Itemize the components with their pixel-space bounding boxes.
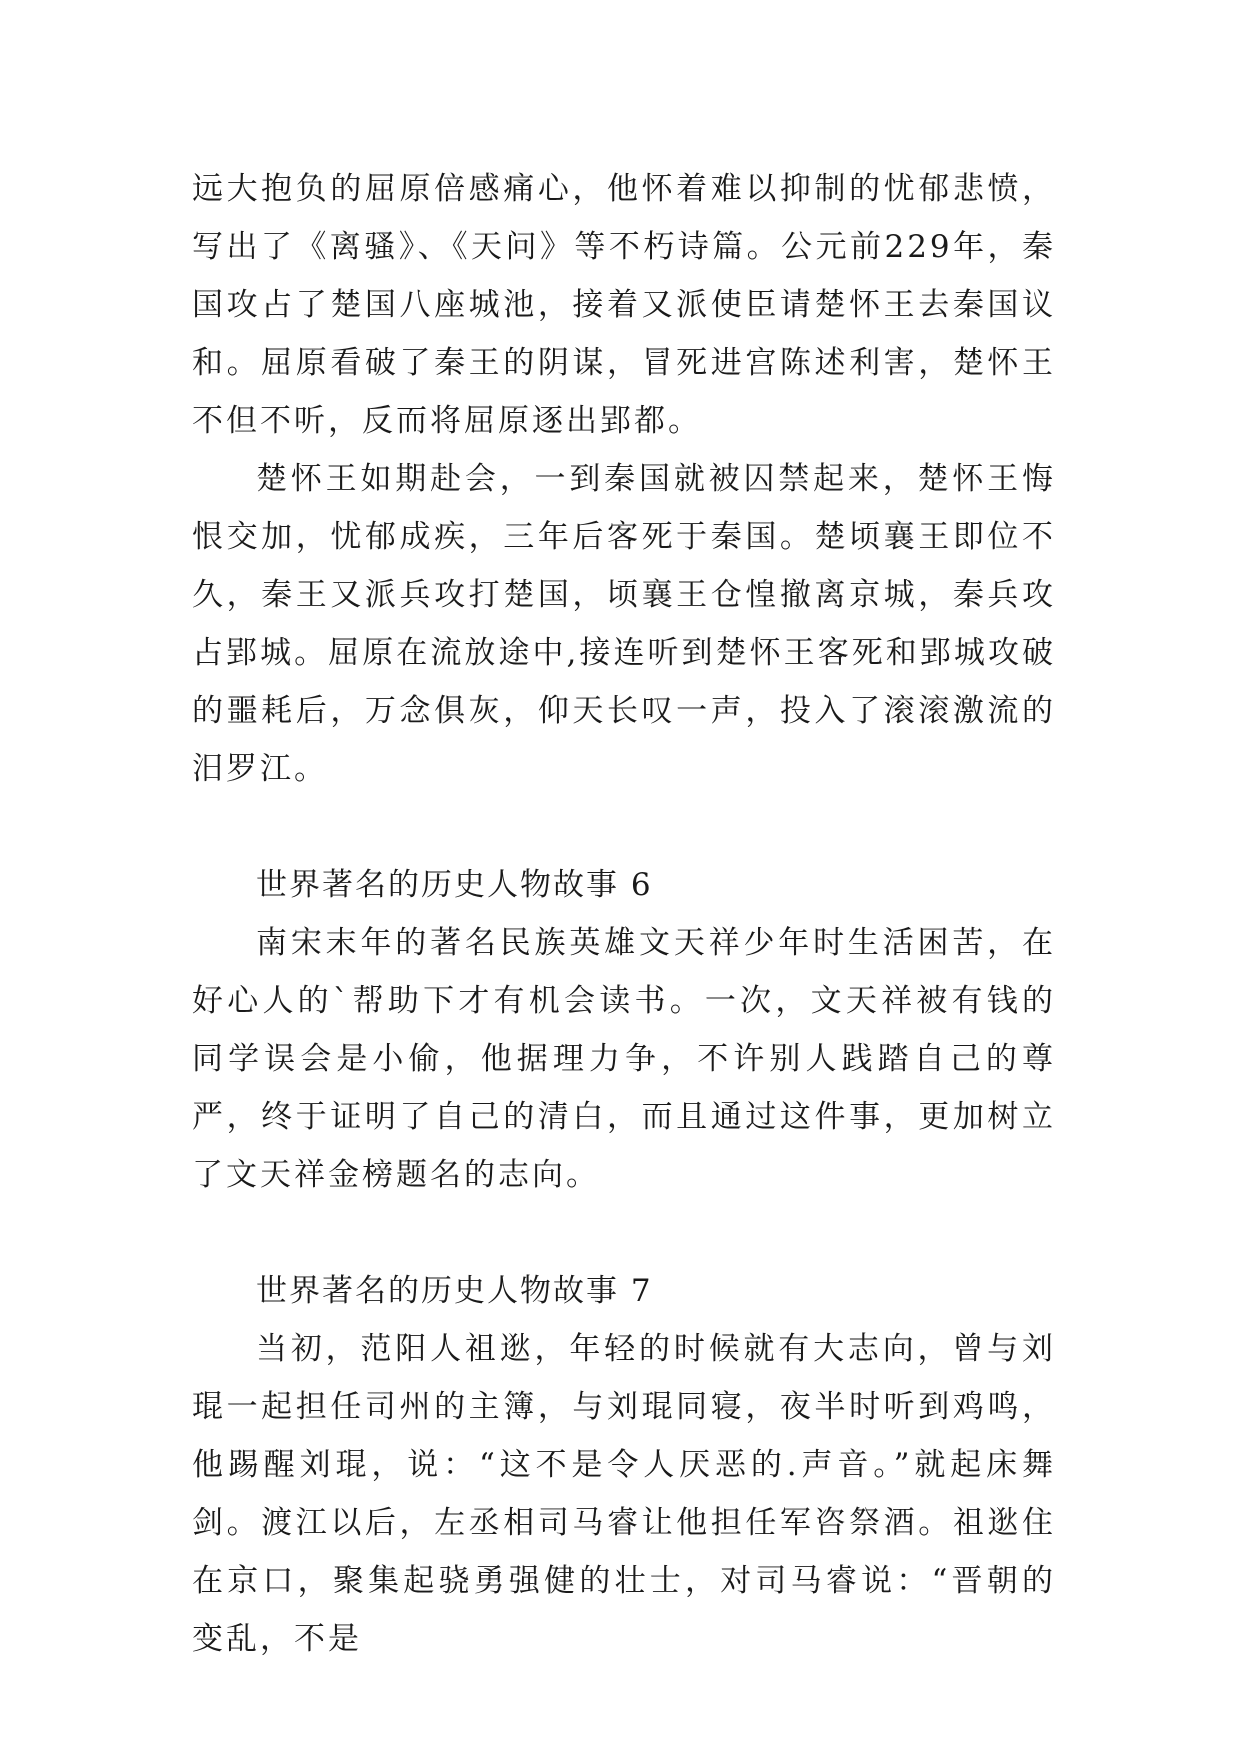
document-body xyxy=(192,160,1056,1668)
section-spacer xyxy=(192,798,1056,856)
paragraph-zu-ti: 当初，范阳人祖逖，年轻的时候就有大志向，曾与刘琨一起担任司州的主簿，与刘琨同寝，夜半时听到鸡鸣，他踢醒刘琨，说：“这不是令人厌恶的.声音。”就起床舞剑。渡江以后，左丞相司马睿让他担任军咨祭酒。祖逖住在京口，聚集起骁勇强健的壮士，对司马睿说：“晋朝的变乱，不是 xyxy=(192,1331,1056,1657)
story-heading-7: 世界著名的历史人物故事 7 xyxy=(256,1273,653,1309)
section-spacer xyxy=(192,1204,1056,1262)
story-heading-6: 世界著名的历史人物故事 6 xyxy=(256,867,653,903)
paragraph-chu-king-captured: 楚怀王如期赴会，一到秦国就被囚禁起来，楚怀王悔恨交加，忧郁成疾，三年后客死于秦国。楚顷襄王即位不久，秦王又派兵攻打楚国，顷襄王仓惶撤离京城，秦兵攻占郢城。屈原在流放途中,接连听到楚怀王客死和郢城攻破的噩耗后，万念俱灰，仰天长叹一声，投入了滚滚激流的汨罗江。 xyxy=(192,461,1056,787)
paragraph-qu-yuan-exile: 远大抱负的屈原倍感痛心，他怀着难以抑制的忧郁悲愤，写出了《离骚》、《天问》等不朽诗篇。公元前229年，秦国攻占了楚国八座城池，接着又派使臣请楚怀王去秦国议和。屈原看破了秦王的阴谋，冒死进宫陈述利害，楚怀王不但不听，反而将屈原逐出郢都。 xyxy=(192,171,1056,439)
paragraph-wen-tianxiang: 南宋末年的著名民族英雄文天祥少年时生活困苦，在好心人的`帮助下才有机会读书。一次，文天祥被有钱的同学误会是小偷，他据理力争，不许别人践踏自己的尊严，终于证明了自己的清白，而且通过这件事，更加树立了文天祥金榜题名的志向。 xyxy=(192,925,1056,1193)
